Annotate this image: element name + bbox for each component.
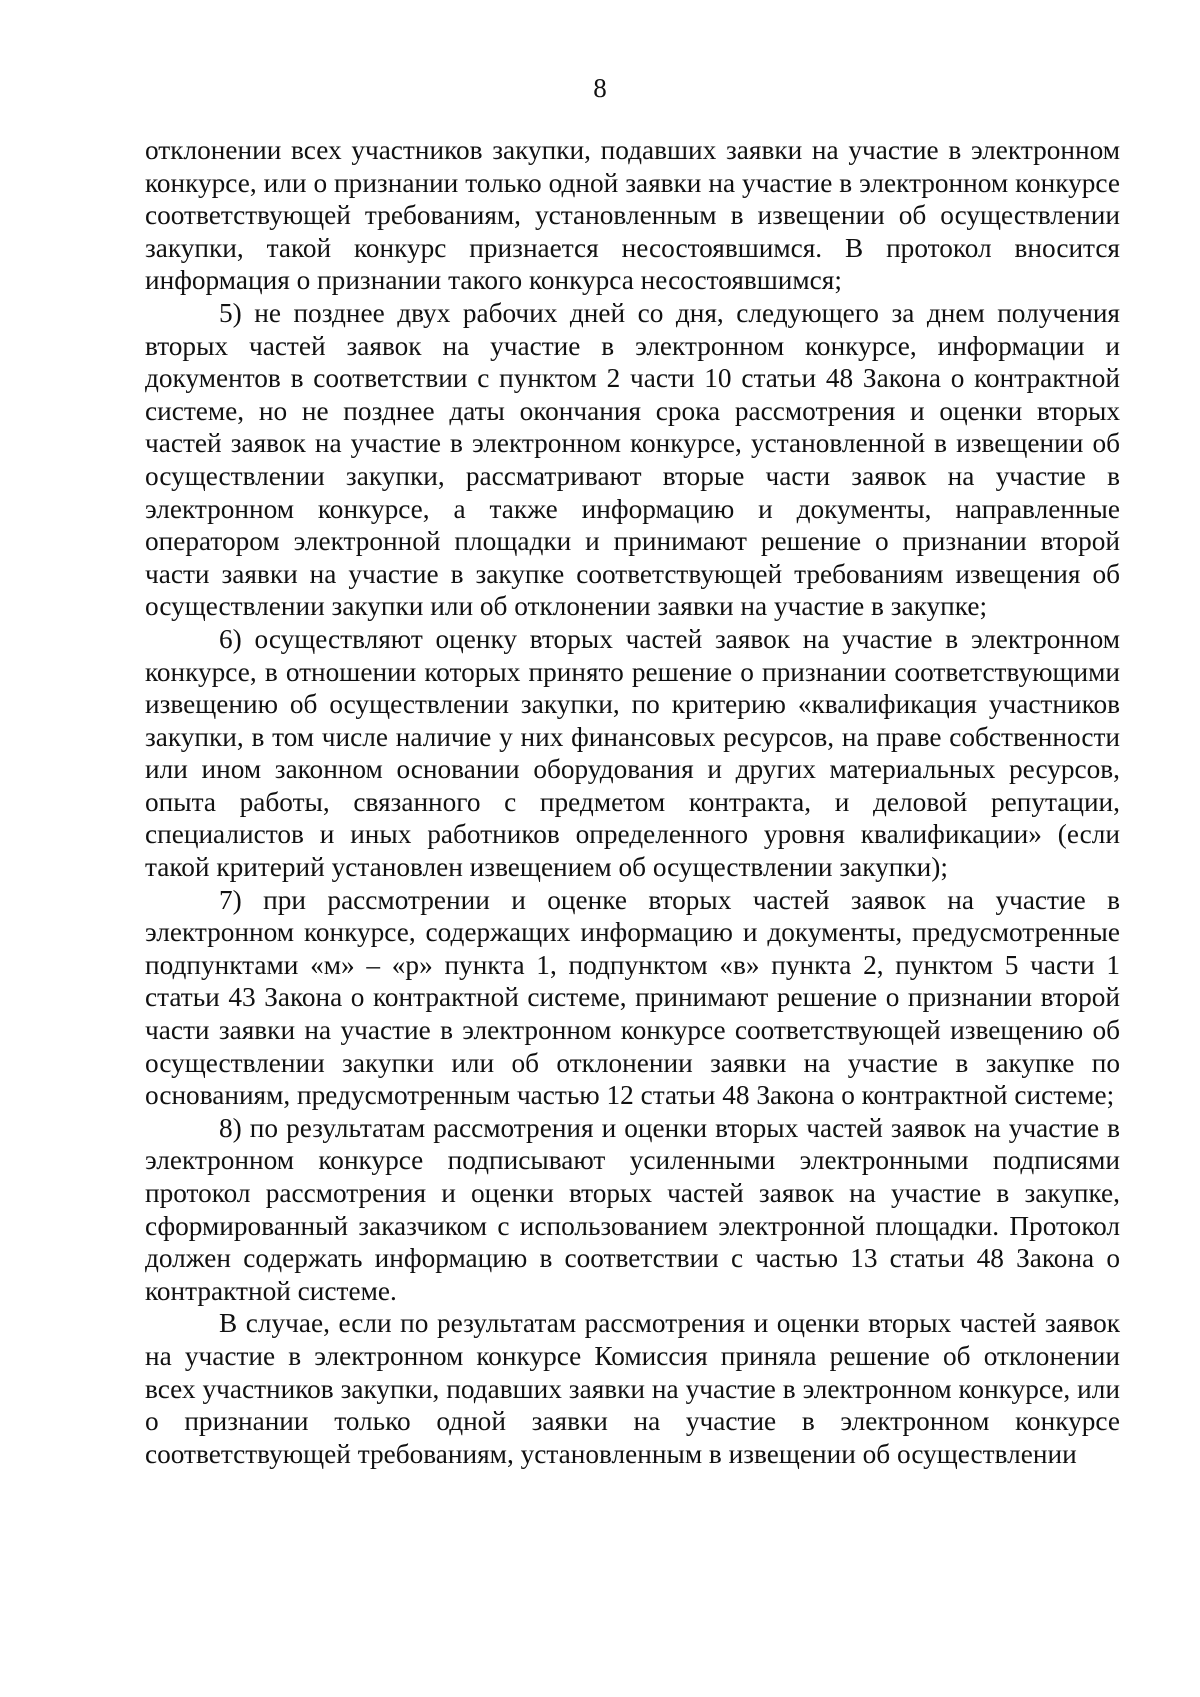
paragraph-item-6: 6) осуществляют оценку вторых частей заявок на участие в электронном конкурсе, в отношении которых принято решение о признании соответствующими извещению об осуществлении закупки, по критерию «квалификация участников закупки, в том числе наличие у них финансовых ресурсов, на праве собственности или ином законном основании оборудования и других материальных ресурсов, опыта работы, связанного с предметом контракта, и деловой репутации, специалистов и иных работников определенного уровня квалификации» (если такой критерий установлен извещением об осуществлении закупки);	[145, 623, 1120, 883]
paragraph-item-7: 7) при рассмотрении и оценке вторых частей заявок на участие в электронном конкурсе, содержащих информацию и документы, предусмотренные подпунктами «м» – «р» пункта 1, подпунктом «в» пункта 2, пунктом 5 части 1 статьи 43 Закона о контрактной системе, принимают решение о признании второй части заявки на участие в электронном конкурсе соответствующей извещению об осуществлении закупки или об отклонении заявки на участие в закупке по основаниям, предусмотренным частью 12 статьи 48 Закона о контрактной системе;	[145, 884, 1120, 1111]
paragraph-item-8: 8) по результатам рассмотрения и оценки вторых частей заявок на участие в электронном конкурсе подписывают усиленными электронными подписями протокол рассмотрения и оценки вторых частей заявок на участие в закупке, сформированный заказчиком с использованием электронной площадки. Протокол должен содержать информацию в соответствии с частью 13 статьи 48 Закона о контрактной системе.	[145, 1112, 1120, 1306]
document-body	[145, 134, 1120, 1470]
paragraph-item-5: 5) не позднее двух рабочих дней со дня, следующего за днем получения вторых частей заявок на участие в электронном конкурсе, информации и документов в соответствии с пунктом 2 части 10 статьи 48 Закона о контрактной системе, но не позднее даты окончания срока рассмотрения и оценки вторых частей заявок на участие в электронном конкурсе, установленной в извещении об осуществлении закупки, рассматривают вторые части заявок на участие в электронном конкурсе, а также информацию и документы, направленные оператором электронной площадки и принимают решение о признании второй части заявки на участие в закупке соответствующей требованиям извещения об осуществлении закупки или об отклонении заявки на участие в закупке;	[145, 297, 1120, 622]
paragraph-final: В случае, если по результатам рассмотрения и оценки вторых частей заявок на участие в электронном конкурсе Комиссия приняла решение об отклонении всех участников закупки, подавших заявки на участие в электронном конкурсе, или о признании только одной заявки на участие в электронном конкурсе соответствующей требованиям, установленным в извещении об осуществлении	[145, 1308, 1120, 1469]
paragraph-continuation: отклонении всех участников закупки, подавших заявки на участие в электронном конкурсе, или о признании только одной заявки на участие в электронном конкурсе соответствующей требованиям, установленным в извещении об осуществлении закупки, такой конкурс признается несостоявшимся. В протокол вносится информация о признании такого конкурса несостоявшимся;	[145, 135, 1120, 296]
page-number: 8	[593, 73, 607, 103]
